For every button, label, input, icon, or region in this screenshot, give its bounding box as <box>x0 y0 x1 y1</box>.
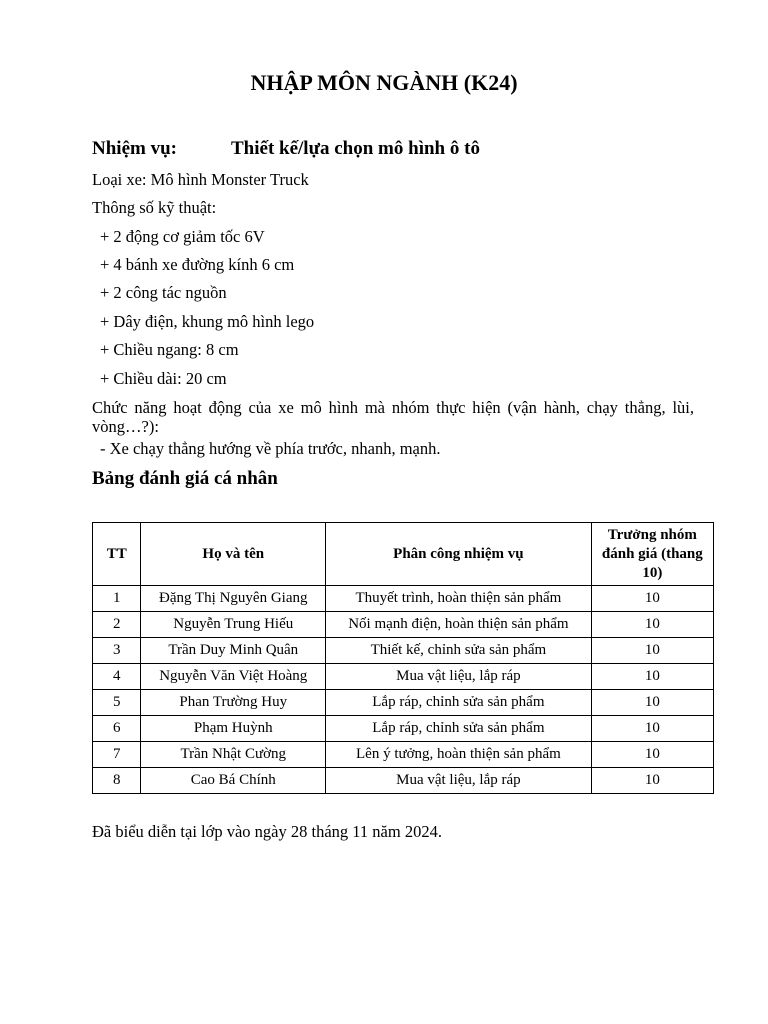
cell-name: Nguyễn Văn Việt Hoàng <box>141 664 326 690</box>
cell-name: Phan Trường Huy <box>141 690 326 716</box>
cell-tt: 5 <box>93 690 141 716</box>
cell-assignment: Mua vật liệu, lắp ráp <box>326 768 592 794</box>
table-row <box>93 716 714 742</box>
cell-assignment: Lắp ráp, chỉnh sửa sản phẩm <box>326 690 592 716</box>
cell-score: 10 <box>591 586 713 612</box>
function-description: Chức năng hoạt động của xe mô hình mà nhóm thực hiện (vận hành, chạy thẳng, lùi, vòng…?): <box>92 398 694 436</box>
table-row <box>93 586 714 612</box>
document-title: NHẬP MÔN NGÀNH (K24) <box>250 70 518 95</box>
spec-item: + 2 công tác nguồn <box>100 283 227 302</box>
header-name: Họ và tên <box>141 523 326 586</box>
cell-tt: 2 <box>93 612 141 638</box>
cell-tt: 6 <box>93 716 141 742</box>
header-tt: TT <box>93 523 141 586</box>
task-line <box>92 138 480 160</box>
spec-item: + 4 bánh xe đường kính 6 cm <box>100 255 295 274</box>
table-row <box>93 742 714 768</box>
table-row <box>93 638 714 664</box>
cell-score: 10 <box>591 638 713 664</box>
cell-name: Phạm Huỳnh <box>141 716 326 742</box>
cell-assignment: Mua vật liệu, lắp ráp <box>326 664 592 690</box>
spec-item: + Chiều dài: 20 cm <box>100 369 227 388</box>
cell-assignment: Lắp ráp, chỉnh sửa sản phẩm <box>326 716 592 742</box>
cell-name: Nguyễn Trung Hiếu <box>141 612 326 638</box>
spec-item: + 2 động cơ giảm tốc 6V <box>100 227 265 246</box>
cell-score: 10 <box>591 716 713 742</box>
evaluation-table <box>92 522 714 794</box>
cell-score: 10 <box>591 612 713 638</box>
header-assignment: Phân công nhiệm vụ <box>326 523 592 586</box>
specs-heading: Thông số kỹ thuật: <box>92 198 217 217</box>
table-row <box>93 768 714 794</box>
table-header-row <box>93 523 714 586</box>
function-result: - Xe chạy thẳng hướng về phía trước, nhanh, mạnh. <box>100 439 441 458</box>
cell-tt: 3 <box>93 638 141 664</box>
table-row <box>93 664 714 690</box>
task-value: Thiết kế/lựa chọn mô hình ô tô <box>231 138 480 159</box>
table-row <box>93 690 714 716</box>
cell-score: 10 <box>591 690 713 716</box>
cell-assignment: Lên ý tưởng, hoàn thiện sản phẩm <box>326 742 592 768</box>
cell-assignment: Thuyết trình, hoàn thiện sản phẩm <box>326 586 592 612</box>
cell-tt: 8 <box>93 768 141 794</box>
spec-item: + Chiều ngang: 8 cm <box>100 340 239 359</box>
cell-tt: 7 <box>93 742 141 768</box>
cell-name: Đặng Thị Nguyên Giang <box>141 586 326 612</box>
cell-tt: 4 <box>93 664 141 690</box>
cell-name: Trần Nhật Cường <box>141 742 326 768</box>
cell-assignment: Thiết kế, chỉnh sửa sản phẩm <box>326 638 592 664</box>
spec-item: + Dây điện, khung mô hình lego <box>100 312 315 331</box>
cell-tt: 1 <box>93 586 141 612</box>
cell-name: Trần Duy Minh Quân <box>141 638 326 664</box>
cell-name: Cao Bá Chính <box>141 768 326 794</box>
cell-assignment: Nối mạnh điện, hoàn thiện sản phẩm <box>326 612 592 638</box>
cell-score: 10 <box>591 742 713 768</box>
table-row <box>93 612 714 638</box>
header-score: Trưởng nhóm đánh giá (thang 10) <box>591 523 713 586</box>
cell-score: 10 <box>591 664 713 690</box>
footer-note: Đã biểu diễn tại lớp vào ngày 28 tháng 11 năm 2024. <box>92 822 442 841</box>
table-title: Bảng đánh giá cá nhân <box>92 468 278 489</box>
task-label: Nhiệm vụ: <box>92 138 177 159</box>
vehicle-type: Loại xe: Mô hình Monster Truck <box>92 170 309 189</box>
cell-score: 10 <box>591 768 713 794</box>
